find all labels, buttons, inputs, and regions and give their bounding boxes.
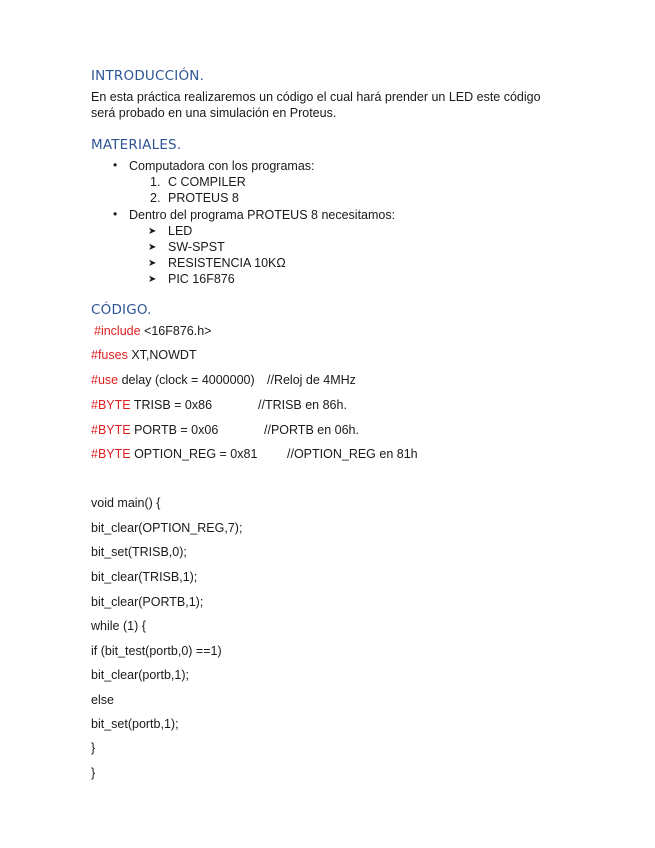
code-text: OPTION_REG = 0x81 (130, 447, 258, 461)
code-line: bit_clear(PORTB,1); (91, 595, 204, 609)
code-comment: //TRISB en 86h. (258, 398, 347, 412)
code-line: void main() { (91, 496, 161, 510)
code-line: bit_clear(portb,1); (91, 668, 189, 682)
code-comment: //PORTB en 06h. (264, 423, 359, 437)
code-keyword: #BYTE (91, 423, 131, 437)
code-text: <16F876.h> (140, 324, 212, 338)
code-line (91, 398, 212, 412)
arrow-bullet-icon: ➤ (148, 226, 157, 237)
sub-item: PIC 16F876 (168, 272, 235, 286)
arrow-bullet-icon: ➤ (148, 274, 157, 285)
code-line: while (1) { (91, 619, 146, 633)
code-comment: //OPTION_REG en 81h (287, 447, 418, 461)
code-line (94, 324, 211, 338)
code-text: TRISB = 0x86 (130, 398, 213, 412)
code-line: bit_set(portb,1); (91, 717, 179, 731)
code-keyword: #fuses (91, 348, 128, 362)
code-line: if (bit_test(portb,0) ==1) (91, 644, 222, 658)
sub-item: C COMPILER (168, 175, 246, 189)
bullet-icon: • (113, 158, 118, 172)
bullet-icon: • (113, 207, 118, 221)
list-number: 1. (150, 175, 161, 189)
code-line (91, 447, 257, 461)
code-line: bit_clear(TRISB,1); (91, 570, 198, 584)
materiales-heading: MATERIALES. (91, 137, 182, 153)
sub-item: PROTEUS 8 (168, 191, 239, 205)
arrow-bullet-icon: ➤ (148, 242, 157, 253)
code-line: } (91, 766, 96, 780)
code-line (91, 373, 255, 387)
code-keyword: #BYTE (91, 398, 131, 412)
code-line: } (91, 741, 96, 755)
arrow-bullet-icon: ➤ (148, 258, 157, 269)
code-line: bit_clear(OPTION_REG,7); (91, 521, 243, 535)
code-text: PORTB = 0x06 (130, 423, 219, 437)
sub-item: RESISTENCIA 10KΩ (168, 256, 286, 270)
sub-item: LED (168, 224, 193, 238)
code-line: bit_set(TRISB,0); (91, 545, 187, 559)
bullet-item: Dentro del programa PROTEUS 8 necesitamos: (129, 208, 396, 222)
code-keyword: #include (94, 324, 141, 338)
code-keyword: #BYTE (91, 447, 131, 461)
codigo-heading: CÓDIGO. (91, 302, 152, 318)
code-line: else (91, 693, 114, 707)
list-number: 2. (150, 191, 161, 205)
intro-paragraph: En esta práctica realizaremos un código el cual hará prender un LED este código será probado en una simulación en Proteus. (91, 90, 541, 120)
intro-heading: INTRODUCCIÓN. (91, 68, 205, 84)
code-keyword: #use (91, 373, 119, 387)
code-comment: //Reloj de 4MHz (267, 373, 356, 387)
code-text: XT,NOWDT (127, 348, 197, 362)
code-line (91, 348, 197, 362)
code-text: delay (clock = 4000000) (118, 373, 255, 387)
sub-item: SW-SPST (168, 240, 225, 254)
code-line (91, 423, 218, 437)
bullet-item: Computadora con los programas: (129, 159, 315, 173)
